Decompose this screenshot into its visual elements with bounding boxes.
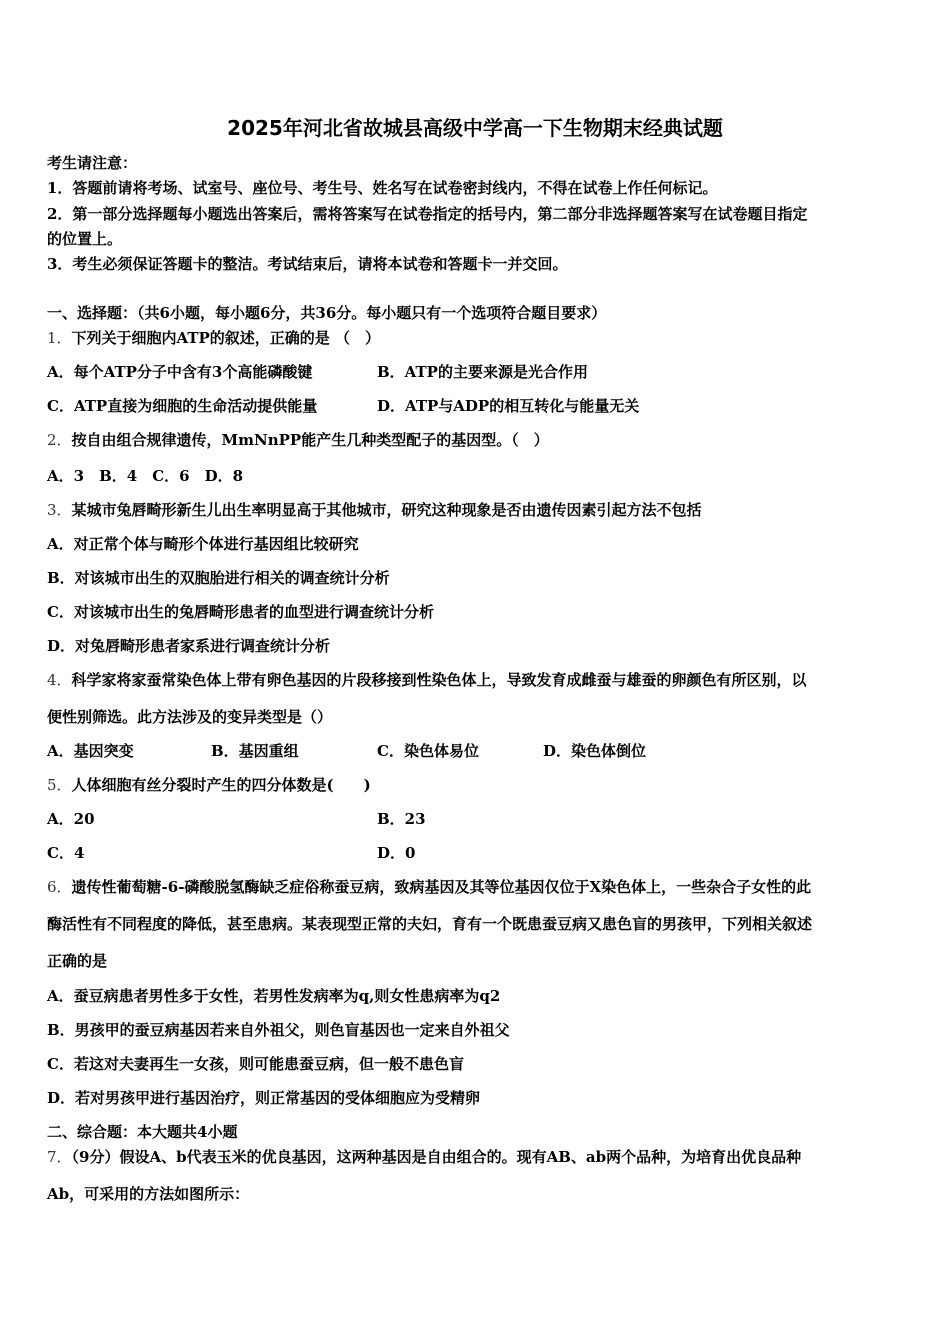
option-b: B．基因重组 — [211, 742, 299, 760]
option-b: B．23 — [377, 810, 426, 828]
question-3 — [47, 499, 702, 520]
question-text: 下列关于细胞内ATP的叙述，正确的是 （ ） — [71, 329, 381, 347]
question-text: 按自由组合规律遗传，MmNnPP能产生几种类型配子的基因型。（ ） — [71, 431, 549, 449]
section2-heading: 二、综合题：本大题共4小题 — [47, 1123, 238, 1141]
option-a: A．对正常个体与畸形个体进行基因组比较研究 — [47, 535, 359, 553]
question-7 — [47, 1146, 801, 1167]
option-d: D．ATP与ADP的相互转化与能量无关 — [377, 397, 640, 415]
options-line: A．3 B．4 C．6 D．8 — [47, 467, 244, 485]
question-6 — [47, 876, 811, 897]
option-a: A．20 — [47, 810, 95, 828]
question-1 — [47, 327, 380, 348]
question-text: 科学家将家蚕常染色体上带有卵色基因的片段移接到性染色体上，导致发育成雌蚕与雄蚕的卵颜色有所区别，以 — [71, 671, 807, 689]
page-title: 2025年河北省故城县高级中学高一下生物期末经典试题 — [227, 116, 723, 140]
question-text-cont: 酶活性有不同程度的降低，甚至患病。某表现型正常的夫妇，育有一个既患蚕豆病又患色盲的男孩甲，下列相关叙述 — [47, 915, 813, 933]
option-d: D．染色体倒位 — [543, 742, 647, 760]
notice-item-2-cont: 的位置上。 — [47, 230, 123, 248]
option-b: B．ATP的主要来源是光合作用 — [377, 363, 588, 381]
question-text: 遗传性葡萄糖-6-磷酸脱氢酶缺乏症俗称蚕豆病，致病基因及其等位基因仅位于X染色体上，一些杂合子女性的此 — [71, 878, 812, 896]
notice-item-1: 1．答题前请将考场、试室号、座位号、考生号、姓名写在试卷密封线内，不得在试卷上作任何标记。 — [47, 179, 718, 197]
option-d: D．若对男孩甲进行基因治疗，则正常基因的受体细胞应为受精卵 — [47, 1089, 481, 1107]
option-a: A．蚕豆病患者男性多于女性，若男性发病率为q,则女性患病率为q2 — [47, 987, 501, 1005]
question-text-cont: Ab，可采用的方法如图所示： — [47, 1185, 250, 1203]
option-b: B．对该城市出生的双胞胎进行相关的调查统计分析 — [47, 569, 390, 587]
question-2 — [47, 429, 549, 450]
option-c: C．ATP直接为细胞的生命活动提供能量 — [47, 397, 318, 415]
question-number: 3． — [47, 501, 72, 519]
question-text-cont: 便性别筛选。此方法涉及的变异类型是（） — [47, 708, 333, 726]
question-number: 5． — [47, 776, 72, 794]
question-text: 某城市兔唇畸形新生儿出生率明显高于其他城市，研究这种现象是否由遗传因素引起方法不包括 — [71, 501, 702, 519]
question-number: 7． — [47, 1148, 72, 1166]
option-c: C．若这对夫妻再生一女孩，则可能患蚕豆病，但一般不患色盲 — [47, 1055, 464, 1073]
section1-heading: 一、选择题：（共6小题，每小题6分，共36分。每小题只有一个选项符合题目要求） — [47, 304, 607, 322]
option-c: C．染色体易位 — [377, 742, 479, 760]
question-text-cont: 正确的是 — [47, 952, 108, 970]
question-number: 4． — [47, 671, 72, 689]
notice-heading: 考生请注意： — [47, 154, 138, 172]
question-5 — [47, 774, 371, 795]
option-a: A．每个ATP分子中含有3个高能磷酸键 — [47, 363, 313, 381]
question-number: 2． — [47, 431, 72, 449]
option-d: D．对兔唇畸形患者家系进行调查统计分析 — [47, 637, 331, 655]
notice-item-2: 2．第一部分选择题每小题选出答案后，需将答案写在试卷指定的括号内，第二部分非选择题答案写在试卷题目指定 — [47, 205, 808, 223]
option-b: B．男孩甲的蚕豆病基因若来自外祖父，则色盲基因也一定来自外祖父 — [47, 1021, 510, 1039]
notice-item-3: 3．考生必须保证答题卡的整洁。考试结束后，请将本试卷和答题卡一并交回。 — [47, 255, 568, 273]
option-d: D．0 — [377, 844, 416, 862]
question-number: 6． — [47, 878, 72, 896]
option-a: A．基因突变 — [47, 742, 134, 760]
question-text: 人体细胞有丝分裂时产生的四分体数是( ) — [71, 776, 371, 794]
question-4 — [47, 669, 807, 690]
option-c: C．对该城市出生的兔唇畸形患者的血型进行调查统计分析 — [47, 603, 434, 621]
option-c: C．4 — [47, 844, 85, 862]
question-number: 1． — [47, 329, 72, 347]
question-text: （9分）假设A、b代表玉米的优良基因，这两种基因是自由组合的。现有AB、ab两个品种，为培育出优良品种 — [71, 1148, 802, 1166]
